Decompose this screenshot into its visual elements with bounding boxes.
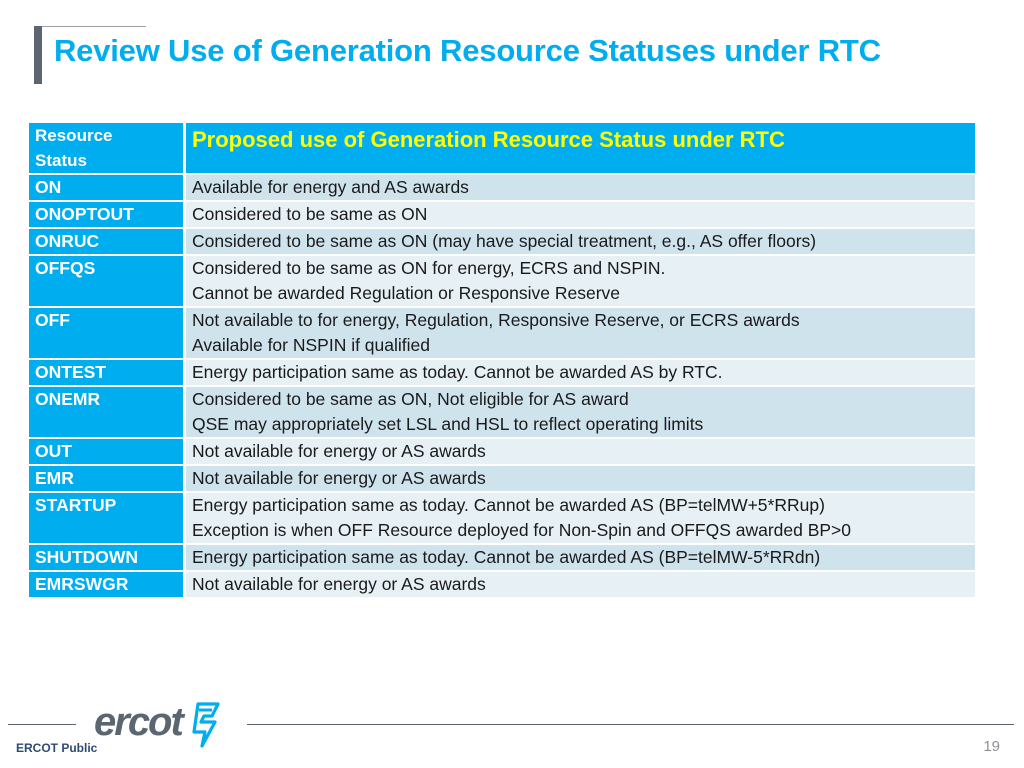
description-line: Considered to be same as ON, Not eligible for AS award	[192, 389, 629, 409]
status-description-cell	[186, 387, 975, 437]
page-number: 19	[983, 738, 1000, 755]
table-row	[29, 493, 975, 543]
table-row	[29, 202, 975, 227]
status-name-cell: ONRUC	[29, 229, 186, 254]
description-line: Not available for energy or AS awards	[192, 574, 486, 594]
description-line: Not available for energy or AS awards	[192, 441, 486, 461]
description-line: Not available to for energy, Regulation, Responsive Reserve, or ECRS awards	[192, 310, 800, 330]
status-description-cell	[186, 308, 975, 358]
status-name-cell: ON	[29, 175, 186, 200]
table-row	[29, 256, 975, 306]
description-line: Considered to be same as ON	[192, 204, 428, 224]
description-line: QSE may appropriately set LSL and HSL to reflect operating limits	[192, 414, 704, 434]
description-line: Energy participation same as today. Cannot be awarded AS (BP=telMW+5*RRup)	[192, 495, 825, 515]
description-line: Available for energy and AS awards	[192, 177, 469, 197]
table-body	[29, 175, 975, 597]
status-name-cell: ONEMR	[29, 387, 186, 437]
table-row	[29, 229, 975, 254]
description-line: Exception is when OFF Resource deployed for Non-Spin and OFFQS awarded BP>0	[192, 520, 852, 540]
description-line: Considered to be same as ON (may have special treatment, e.g., AS offer floors)	[192, 231, 817, 251]
status-name-cell: OFFQS	[29, 256, 186, 306]
status-description-cell	[186, 256, 975, 306]
footer-classification-label: ERCOT Public	[16, 741, 98, 755]
status-description-cell	[186, 202, 975, 227]
ercot-logo-mark-icon	[188, 702, 222, 748]
ercot-logo	[94, 700, 234, 748]
table-row	[29, 360, 975, 385]
table-header-row	[29, 123, 975, 173]
status-name-cell: EMRSWGR	[29, 572, 186, 597]
footer-rule-left	[8, 724, 76, 725]
status-description-cell	[186, 572, 975, 597]
table-row	[29, 545, 975, 570]
description-line: Considered to be same as ON for energy, ECRS and NSPIN.	[192, 258, 666, 278]
table-row	[29, 175, 975, 200]
description-line: Cannot be awarded Regulation or Responsive Reserve	[192, 283, 621, 303]
title-accent-bar	[34, 26, 42, 84]
description-line: Energy participation same as today. Cannot be awarded AS (BP=telMW-5*RRdn)	[192, 547, 821, 567]
table-row	[29, 572, 975, 597]
status-description-cell	[186, 439, 975, 464]
status-name-cell: STARTUP	[29, 493, 186, 543]
header-line: Resource	[35, 126, 113, 145]
status-description-cell	[186, 545, 975, 570]
footer-rule-right	[247, 724, 1014, 725]
header-line: Status	[35, 151, 87, 170]
description-line: Energy participation same as today. Cannot be awarded AS by RTC.	[192, 362, 723, 382]
status-name-cell: ONTEST	[29, 360, 186, 385]
slide-title: Review Use of Generation Resource Statuses under RTC	[54, 33, 881, 68]
logo-wordmark: ercot	[94, 700, 182, 744]
status-description-cell	[186, 493, 975, 543]
header-proposed-use: Proposed use of Generation Resource Status under RTC	[186, 123, 975, 173]
table-row	[29, 439, 975, 464]
status-description-cell	[186, 360, 975, 385]
table-row	[29, 308, 975, 358]
table-row	[29, 466, 975, 491]
status-description-cell	[186, 175, 975, 200]
status-name-cell: OFF	[29, 308, 186, 358]
description-line: Not available for energy or AS awards	[192, 468, 486, 488]
description-line: Available for NSPIN if qualified	[192, 335, 430, 355]
status-description-cell	[186, 466, 975, 491]
header-resource-status	[29, 123, 186, 173]
title-top-rule	[34, 26, 146, 27]
status-name-cell: OUT	[29, 439, 186, 464]
status-name-cell: SHUTDOWN	[29, 545, 186, 570]
status-name-cell: ONOPTOUT	[29, 202, 186, 227]
status-table	[29, 121, 975, 599]
status-name-cell: EMR	[29, 466, 186, 491]
status-description-cell	[186, 229, 975, 254]
table-row	[29, 387, 975, 437]
